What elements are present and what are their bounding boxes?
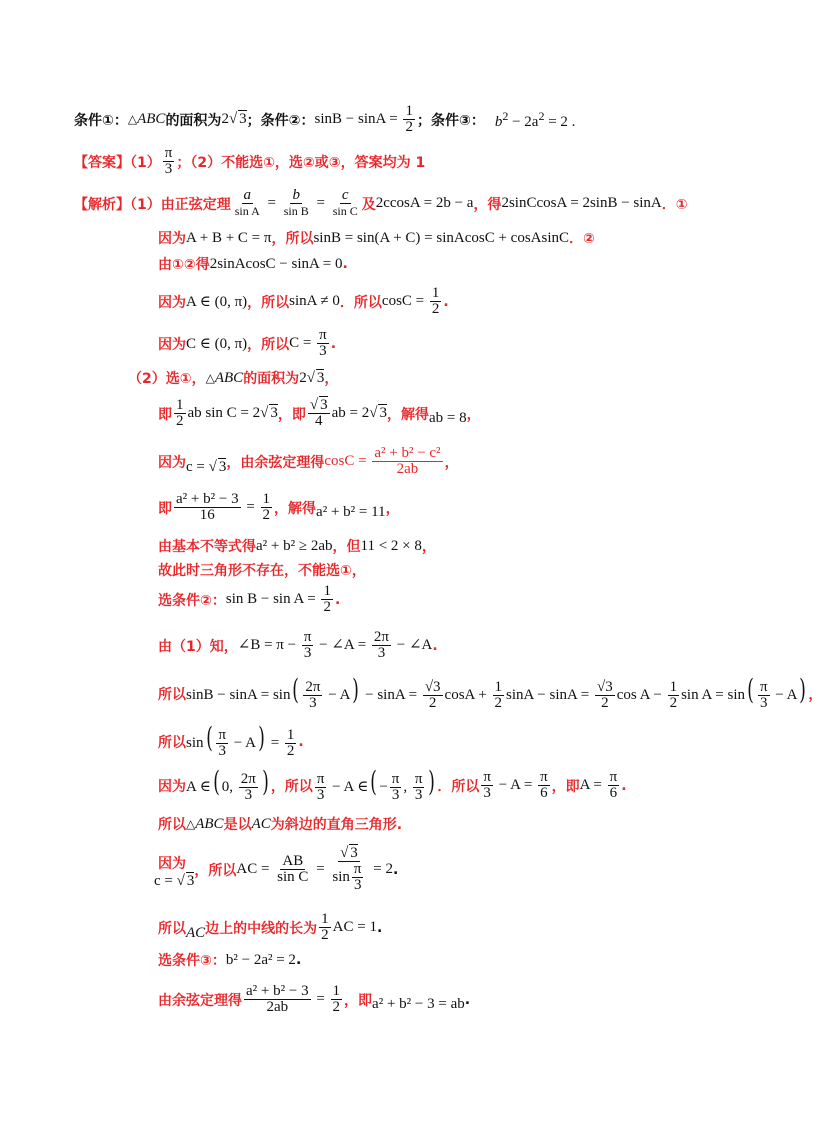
part2-sine-eq: 所以 sin( $\frac{\pi}{3}$ − A) = $\frac{1}{2}$ . — [158, 721, 304, 760]
part2-angle-b: 由（1）知， ∠B = π − $\frac{\pi}{3}$ − ∠A = $\frac{2\pi}{3}$ − ∠A . — [158, 629, 438, 661]
condition-3-expr: $b^2 - 2a^2 = 2$ . — [494, 108, 576, 130]
part2-cosine-law: 因为 c = √ 3 ，由余弦定理得 cosC = $\frac{\text{a² + b² − c²}}{2ab}$ ， — [158, 445, 459, 477]
derived-equation-1: 2sinCcosA = 2sinB − sinA — [501, 195, 662, 211]
condition-line: 条件①： △ABC 的面积为 2√ 3 ；条件②： sinB − sinA = $\frac{1}{2}$ ；条件③： $b^2 - 2a^2 = 2$ . — [74, 103, 576, 135]
condition-3-label: ；条件③： — [416, 112, 485, 129]
part2-option3: 选条件③： b² − 2a² = 2 . — [158, 951, 302, 969]
analysis-line-3: 由①②得 2sinAcosC − sinA = 0 . — [158, 255, 348, 273]
sine-law-expr: $\frac{a}{\text{sin A}}$ = $\frac{b}{\text{sin B}}$ = $\frac{c}{\text{sin C}}$ — [234, 187, 358, 218]
derived-equation-2: sinB = sin(A + C) = sinAcosC + cosAsinC — [313, 229, 569, 246]
cos-c-value: cosC = $\frac{1}{2}$ — [381, 285, 440, 317]
condition-1-label: 条件①： — [74, 112, 128, 129]
area-value: 2√ 3 — [221, 111, 247, 127]
part2-angle-a: 因为 A ∈( 0, $\frac{2\pi}{3}$ ) ，所以 $\frac{\pi}{3}$ − A ∈( − $\frac{\pi}{3}$ , $\frac{\pi}{3}$ ) ．所以 $\frac{\pi}{3}$ − A = $\frac{\pi}{6}$ ，即 A = $\frac{\pi}{6}$ . — [158, 765, 627, 804]
part2-option1: （2）选①， △ABC 的面积为 2√ 3 ， — [128, 369, 339, 387]
part2-solve-sum: 即 $\frac{\text{a² + b² − 3}}{16}$ = $\frac{1}{2}$ ，解得 a² + b² = 11 ， — [158, 491, 400, 523]
part2-right-triangle: 所以 △ABC 是以 AC 为斜边的直角三角形. — [158, 815, 403, 833]
triangle-abc: △ABC — [127, 111, 166, 127]
part2-sine-diff: 所以 sinB − sinA = sin( $\frac{2\pi}{3}$ − A) − sinA = $\frac{√3}{2}$ cosA + $\frac{1}{2}$ sinA − sinA = $\frac{√3}{2}$ cos A − $\frac{1}{2}$ sin A = sin( $\frac{\pi}{3}$ − A) ， — [158, 673, 822, 712]
analysis-line-4: 因为 A ∈ (0, π) ，所以 sinA ≠ 0 ．所以 cosC = $\frac{1}{2}$ . — [158, 285, 449, 317]
angle-c-value: C = $\frac{\pi}{3}$ — [289, 327, 327, 359]
analysis-label: 【解析】（1）由正弦定理 — [74, 196, 231, 213]
part2-area-eq: 即 $\frac{1}{2}$ ab sin C = 2√ 3 ，即 $\frac{√ 3}{4}$ ab = 2√ 3 ，解得 ab = 8 ， — [158, 397, 481, 429]
part2-option3-cosine: 由余弦定理得 $\frac{\text{a² + b² − 3}}{2ab}$ = $\frac{1}{2}$ ，即 a² + b² − 3 = ab . — [158, 983, 471, 1015]
answer-label: 【答案】（1） — [74, 154, 161, 171]
condition-2-label: ；条件②： — [246, 112, 315, 129]
part2-inequality: 由基本不等式得 a² + b² ≥ 2ab ，但 11 < 2 × 8 ， — [158, 537, 436, 555]
part2-ac-length: 因为 c = √ 3 ，所以 AC = $\frac{AB}{\text{sin C}}$ = √ 3 sin $\frac{\pi}{3}$ = 2 . — [154, 845, 399, 893]
answer-text: ；（2）不能选①，选②或③，答案均为 1 — [176, 154, 426, 171]
answer-pi-over-3: $\frac{\pi}{3}$ — [164, 145, 173, 177]
given-equation: 2ccosA = 2b − a — [375, 195, 474, 211]
analysis-line-2: 因为 A + B + C = π ，所以 sinB = sin(A + C) = sinAcosC + cosAsinC ．② — [158, 229, 595, 247]
condition-2-expr: sinB − sinA = $\frac{1}{2}$ — [314, 103, 413, 135]
part2-median: 所以 AC 边上的中线的长为 $\frac{1}{2}$ AC = 1 . — [158, 911, 383, 943]
analysis-line-1: 【解析】（1）由正弦定理 $\frac{a}{\text{sin A}}$ = $\frac{b}{\text{sin B}}$ = $\frac{c}{\text{sin C}}$ 及 2ccosA = 2b − a ，得 2sinCcosA = 2sinB − sinA ．① — [74, 187, 688, 218]
answer-line — [74, 146, 425, 177]
part2-option2: 选条件②： sin B − sin A = $\frac{1}{2}$ . — [158, 583, 341, 615]
analysis-line-5: 因为 C ∈ (0, π) ，所以 C = $\frac{\pi}{3}$ . — [158, 327, 337, 359]
part2-conclusion-1: 故此时三角形不存在，不能选①， — [158, 563, 366, 579]
